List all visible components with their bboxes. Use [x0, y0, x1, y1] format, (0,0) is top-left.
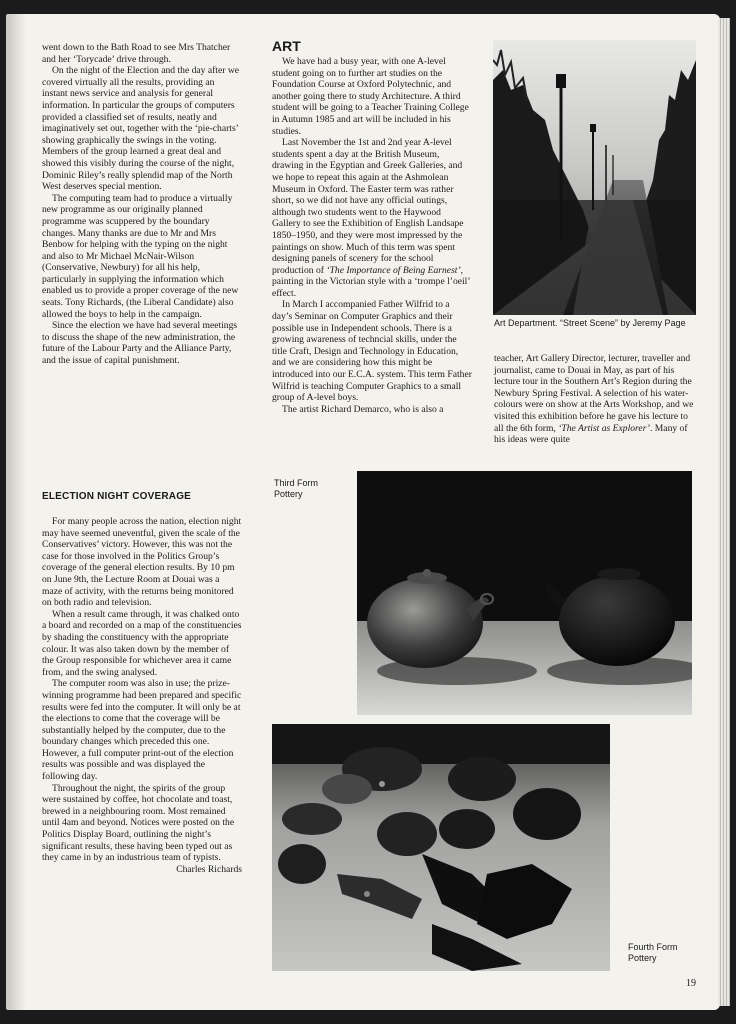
paragraph: The artist Richard Demarco, who is also a [282, 403, 444, 415]
paragraph: The computer room was also in use; the prize-winning programme had been prepared and specific results were fed into the computer. It will only be at the elections to come that the coverage will be substantially helped by the computer, due to the boundary changes which preceded this one. However, a full computer print-out of the election results was possible and was displayed the following day. [42, 678, 242, 783]
spine-shadow [6, 14, 26, 1010]
politics-continuation-text [42, 42, 242, 367]
paragraph: When a result came through, it was chalked onto a board and recorded on a map of the constituencies by shading the constituency with the appropriate colour. It was also taken down by the member of the Group responsible for whichever area it came from, and the swing analysed. [42, 608, 242, 678]
art-article-text [272, 56, 472, 415]
paragraph-text: . Many of his ideas were quite [494, 422, 688, 446]
paragraph [272, 137, 472, 299]
lecture-title: ‘The Artist as Explorer’ [558, 422, 650, 434]
election-heading: ELECTION NIGHT COVERAGE [42, 491, 192, 502]
street-scene-caption: Art Department. “Street Scene” by Jeremy Page [494, 318, 686, 328]
caption-line: Third Form [274, 478, 319, 488]
paragraph [494, 353, 698, 446]
caption-line: Fourth Form [628, 942, 678, 952]
paragraph-text: teacher, Art Gallery Director, lecturer, traveller and journalist, came to Douai in May, as part of his lecture tour in the Southern Art’s Region during the Newbury Spring Festival. A selection of his water-colours were on show at the Arts Workshop, and we visited this exhibition before he gave his lecture to all the 6th form, [494, 353, 694, 434]
art-article-continued [494, 353, 698, 446]
art-heading: ART [272, 38, 301, 54]
paragraph-text: , painting in the Victorian style with a ‘trompe l’oeil’ effect. [272, 264, 470, 299]
third-form-pottery-photo [357, 471, 692, 715]
third-form-caption [274, 478, 318, 500]
paragraph: For many people across the nation, election night may have seemed uneventful, given the scale of the Conservatives’ victory. However, this was not the case for those involved in the Politics Group’s coverage of the general election results. By 10 pm on June 9th, the Lecture Room at Douai was a maze of activity, with the returns being monitored on both radio and television. [42, 516, 242, 609]
fourth-form-pottery-photo [272, 724, 610, 971]
page-number: 19 [686, 978, 696, 989]
play-title: ‘The Importance of Being Earnest’ [326, 264, 461, 276]
caption-line: Pottery [274, 489, 303, 499]
paragraph: The computing team had to produce a virtually new programme as our originally planned programme was scuppered by the boundary changes. Many thanks are due to Mr and Mrs Benbow for helping with the typing on the night and also to Mr Michael McNair-Wilson (Conservative, Newbury) for all his help, particularly in supplying the information which enabled us to provide a proper coverage of the new seats. Tony Richards, (the Liberal Candidate) also allowed the boys to help in the campaign. [42, 192, 239, 320]
fourth-form-caption [628, 942, 678, 964]
paragraph: On the night of the Election and the day after we covered virtually all the results, providing an instant news service and analysis for general information. In particular the groups of computers provided a classified set of results, neatly and imaginatively set out, together with the ‘pie-charts’ showing graphically the swings in the voting. Members of the group learned a great deal and showed this visibly during the course of the night, Dominic Riley’s really splendid map of the North West deserves special mention. [42, 65, 240, 193]
paragraph-text: Last November the 1st and 2nd year A-level students spent a day at the British Museum, drawing in the Egyptian and Greek Galleries, and we hope to repeat this again at the Ashmolean Museum in Oxford. The Easter term was rather short, so we did not have any official outings, although two students went to the Haywood Gallery to see the Exhibition of English Landsape 1850–1950, and they were most impressed by the paintings on show. Much of this term was spent designing panels of scenery for the school production of [272, 137, 464, 276]
author-signature: Charles Richards [176, 863, 242, 875]
caption-line: Pottery [628, 953, 657, 963]
paragraph: In March I accompanied Father Wilfrid to a day’s Seminar on Computer Graphics and their possible use in Independent schools. There is a growing awareness of techncial skills, under the title Craft, Design and Technology in Education, and we are considering how this might be introduced into our E.C.A. system. This term Father Wilfrid is teaching Computer Graphics to a small group of A-level boys. [272, 299, 472, 404]
paragraph: went down to the Bath Road to see Mrs Thatcher and her ‘Torycade’ drive through. [42, 42, 231, 65]
paragraph: We have had a busy year, with one A-level student going on to further art studies on the Foundation Course at Oxford Polytechnic, and another going there to study Architecture. A third student will be going to a Teacher Training College in Autumn 1985 and art will be included in his studies. [272, 56, 469, 137]
paragraph: Since the election we have had several meetings to discuss the shape of the new administration, the future of the Labour Party and the Alliance Party, and the issue of capital punishment. [42, 320, 238, 367]
street-scene-photo [493, 40, 696, 315]
election-article-text [42, 516, 242, 875]
page-edges [718, 18, 730, 1006]
paragraph: Throughout the night, the spirits of the group were sustained by coffee, hot chocolate and toast, brewed in a neighbouring room. Most remained until 4am and beyond. Notices were posted on the Politics Display Board, outlining the night’s significant results, these having been typed out as they came in by an industrious team of typists. [42, 782, 235, 864]
